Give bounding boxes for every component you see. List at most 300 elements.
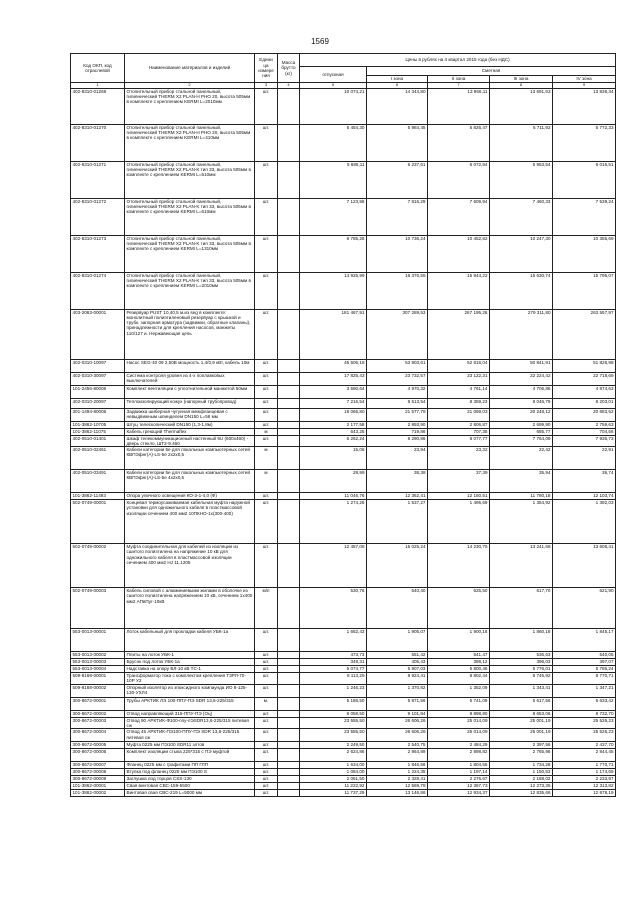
row-price-otpusknaya: 6 262,24 (300, 435, 367, 447)
row-mass (278, 666, 300, 673)
table-row (71, 421, 616, 428)
row-price-zone-3: 12 273,35 (490, 783, 553, 790)
header-zone-4: IV зона (553, 76, 616, 83)
row-mass (278, 783, 300, 790)
row-mass (278, 359, 300, 372)
row-price-zone-1: 12 569,78 (367, 783, 428, 790)
row-price-zone-1: 1 846,56 (367, 762, 428, 769)
header-unit: Едини ца измере ния (255, 54, 278, 83)
row-price-zone-4: 704,56 (553, 428, 616, 435)
row-price-zone-2: 267 195,26 (428, 309, 490, 359)
row-name: Кабель греющий Thermaflex (125, 428, 255, 435)
row-mass (278, 272, 300, 309)
row-code: 502-0749-00002 (71, 544, 125, 588)
row-price-zone-1: 15 025,24 (367, 544, 428, 588)
row-price-zone-4: 6 016,51 (553, 161, 616, 198)
row-price-zone-2: 7 609,94 (428, 198, 490, 235)
row-name: Система контроля уровня из 4-х поплавковых выключателей (125, 372, 255, 385)
row-price-zone-4: 51 826,98 (553, 359, 616, 372)
row-code: 300-8672-00007 (71, 762, 125, 769)
table-row (71, 588, 616, 629)
row-price-otpusknaya: 5 186,50 (300, 697, 367, 710)
row-price-otpusknaya: 12 457,08 (300, 544, 367, 588)
row-code: 402-8310-01270 (71, 124, 125, 161)
row-price-zone-4: 20 683,52 (553, 408, 616, 421)
table-row (71, 742, 616, 749)
row-price-otpusknaya: 11 046,76 (300, 493, 367, 500)
row-mass (278, 385, 300, 398)
row-name: Резервуар PUST 10,40,5 м.из seg в комплекте: монолитный полиэтиленовый резервуар с крышкой и трубк. запорная арматура (задвижки, обратные клапаны), принадлежности для крепления насосов, манжеты 110/127 и. Нержавеющая цепь (125, 309, 255, 359)
row-mass (278, 493, 300, 500)
row-price-zone-2: 1 197,14 (428, 769, 490, 776)
header-zone-2: II зона (428, 76, 490, 83)
row-price-zone-2: 5 741,09 (428, 697, 490, 710)
row-price-zone-1: 1 370,82 (367, 684, 428, 697)
col-number: 6 (367, 83, 428, 89)
header-prices: Цены в рублях на 4 квартал 2015 года (без НДС) (300, 54, 616, 67)
row-code: 300-8672-00008 (71, 769, 125, 776)
table-row (71, 235, 616, 272)
row-price-zone-1: 5 984,45 (367, 124, 428, 161)
row-code: 402-8310-01272 (71, 198, 125, 235)
row-price-otpusknaya: 181 467,91 (300, 309, 367, 359)
row-price-zone-4: 25 526,23 (553, 717, 616, 729)
row-name: Кабели категории 5e для локальных компьютерных сетей КВПЭфнг(А)-LS-5e 4х2х0,5 (125, 470, 255, 493)
row-price-zone-2: 23 122,31 (428, 372, 490, 385)
row-price-otpusknaya: 18 065,80 (300, 408, 367, 421)
table-row (71, 372, 616, 385)
row-price-otpusknaya: 643,25 (300, 428, 367, 435)
row-unit: шт. (255, 408, 278, 421)
table-row (71, 629, 616, 652)
row-price-zone-1: 2 540,75 (367, 742, 428, 749)
row-unit: шт. (255, 198, 278, 235)
row-unit: шт. (255, 673, 278, 685)
row-price-otpusknaya: 5 074,77 (300, 666, 367, 673)
row-mass (278, 717, 300, 729)
row-name: Теплоизолирующий кожух (напорный трубопровод) (125, 398, 255, 408)
row-price-zone-4: 2 844,45 (553, 749, 616, 762)
row-mass (278, 124, 300, 161)
header-zone-1: I зона (367, 76, 428, 83)
row-price-zone-4: 12 313,82 (553, 783, 616, 790)
col-number: 7 (428, 83, 490, 89)
row-unit: м/п (255, 588, 278, 629)
row-price-zone-2: 8 898,80 (428, 710, 490, 717)
table-row (71, 428, 616, 435)
row-price-zone-4: 1 392,03 (553, 500, 616, 544)
table-body (71, 88, 616, 797)
row-price-zone-2: 25 014,09 (428, 729, 490, 742)
row-price-zone-4: 7 936,73 (553, 435, 616, 447)
row-price-zone-3: 8 046,79 (490, 398, 553, 408)
row-name: Отвод 45 АРКТИК-ПЭ100-ППУ-ПЭ SDR 13,6-225/315 питевая сж (125, 729, 255, 742)
table-row (71, 762, 616, 769)
row-price-zone-1: 14 344,80 (367, 88, 428, 124)
row-price-zone-3: 13 691,53 (490, 88, 553, 124)
row-price-zone-2: 8 802,44 (428, 673, 490, 685)
row-unit: шт. (255, 435, 278, 447)
row-price-zone-1: 2 964,89 (367, 749, 428, 762)
table-row (71, 544, 616, 588)
row-unit: шт. (255, 124, 278, 161)
row-unit: шт. (255, 776, 278, 783)
row-price-otpusknaya: 473,73 (300, 652, 367, 659)
header-zone-3: III зона (490, 76, 553, 83)
row-price-zone-3: 8 745,92 (490, 673, 553, 685)
row-price-zone-2: 1 900,16 (428, 629, 490, 652)
row-mass (278, 697, 300, 710)
row-mass (278, 408, 300, 421)
table-row (71, 88, 616, 124)
col-number: 9 (553, 83, 616, 89)
header-smetnaya: Сметная (367, 67, 616, 76)
row-name: Опора уличного освещения КО-3-1-4,0 (Ф) (125, 493, 255, 500)
row-price-zone-4: 12 103,74 (553, 493, 616, 500)
row-unit: шт. (255, 161, 278, 198)
row-price-otpusknaya: 14 925,99 (300, 272, 367, 309)
row-price-zone-3: 1 354,92 (490, 500, 553, 544)
row-code: 402-0310-20097 (71, 398, 125, 408)
table-row (71, 717, 616, 729)
row-price-zone-3: 12 835,66 (490, 790, 553, 797)
row-code: 553-0013-00002 (71, 652, 125, 659)
row-unit: шт. (255, 309, 278, 359)
table-row (71, 272, 616, 309)
row-name: Шкаф телекоммуникационный настенный 9U (600x460) - дверь стекло, ШТ2-9.460 (125, 435, 255, 447)
row-price-zone-2: 21 069,03 (428, 408, 490, 421)
row-price-zone-4: 2 233,97 (553, 776, 616, 783)
row-unit: шт. (255, 769, 278, 776)
col-number: 8 (490, 83, 553, 89)
row-price-zone-3: 5 776,01 (490, 666, 553, 673)
row-price-zone-3: 35,94 (490, 470, 553, 493)
row-code: 300-8672-00006 (71, 749, 125, 762)
row-price-zone-3: 1 734,28 (490, 762, 553, 769)
row-price-zone-1: 26 606,26 (367, 717, 428, 729)
row-price-zone-1: 4 970,32 (367, 385, 428, 398)
table-row (71, 710, 616, 717)
row-code: 101-3862-10705 (71, 421, 125, 428)
row-price-zone-2: 2 806,87 (428, 421, 490, 428)
row-price-zone-2: 541,47 (428, 652, 490, 659)
row-price-otpusknaya: 2 061,50 (300, 776, 367, 783)
row-code: 402-0510-01401 (71, 435, 125, 447)
row-mass (278, 398, 300, 408)
row-code: 402-0510-02461 (71, 447, 125, 470)
table-row (71, 666, 616, 673)
row-price-zone-1: 10 736,24 (367, 235, 428, 272)
row-price-zone-1: 38,38 (367, 470, 428, 493)
row-mass (278, 776, 300, 783)
row-price-zone-4: 22 718,69 (553, 372, 616, 385)
row-price-zone-2: 8 077,77 (428, 435, 490, 447)
row-name: Плиты на лоток УБК-1 (125, 652, 255, 659)
row-price-zone-3: 22,42 (490, 447, 553, 470)
table-row (71, 673, 616, 685)
row-price-otpusknaya: 7 216,54 (300, 398, 367, 408)
row-name: Опорный изолятор из эпоксидного компаунда ИО 8-125-130-УХЛ4 (125, 684, 255, 697)
row-price-zone-1: 8 924,41 (367, 673, 428, 685)
row-price-zone-1: 551,42 (367, 652, 428, 659)
row-price-zone-4: 10 355,69 (553, 235, 616, 272)
row-price-zone-2: 5 826,47 (428, 124, 490, 161)
row-code: 300-8672-00005 (71, 742, 125, 749)
row-code: 553-0013-00003 (71, 659, 125, 666)
row-price-zone-3: 22 224,42 (490, 372, 553, 385)
row-price-zone-3: 20 248,12 (490, 408, 553, 421)
row-name: Комплект изоляции стыка 225*315 с ПЭ муфтой (125, 749, 255, 762)
row-mass (278, 435, 300, 447)
table-row (71, 408, 616, 421)
row-name: Фланец 0225 мм с графитами ПП ГЛП (125, 762, 255, 769)
row-price-otpusknaya: 8 113,29 (300, 673, 367, 685)
row-code: 553-0013-00001 (71, 629, 125, 652)
row-mass (278, 235, 300, 272)
row-mass (278, 659, 300, 666)
header-mass: Масса брутто (кг) (278, 54, 300, 83)
row-price-otpusknaya: 5 685,11 (300, 161, 367, 198)
row-name: Отопительный прибор стальной панельный, гигиенический THERM X2 PLAN-H PHO 20, высота 505мм в комплекте с креплением KERMI L=410мм (125, 124, 255, 161)
row-unit: шт. (255, 372, 278, 385)
row-price-zone-2: 15 944,22 (428, 272, 490, 309)
row-name: Трубы АРКТИК ЛЭ 100-ППУ-ПЭ SDR 13,6-225/315 (125, 697, 255, 710)
col-number: 2 (125, 83, 255, 89)
table-row (71, 470, 616, 493)
row-name: Отопительный прибор стальной панельный, гигиенический THERM X2 PLAN-K тип 33, высота 505мм в комплекте с креплением KERMI L=1310мм (125, 235, 255, 272)
row-code: 402-0310-10097 (71, 359, 125, 372)
row-mass (278, 500, 300, 544)
row-mass (278, 762, 300, 769)
row-price-zone-3: 685,77 (490, 428, 553, 435)
row-name: Муфта соединительная для кабелей из изоляции из сшитого полиэтилена на напряжение 10 кВ для одножильного кабеля в пластмассовой изоляции сечением 400 мм2 НJ 11.1205 (125, 544, 255, 588)
row-name: Брусок под лоток УБК-1а (125, 659, 255, 666)
row-price-zone-4: 397,07 (553, 659, 616, 666)
row-price-zone-1: 7 816,29 (367, 198, 428, 235)
row-code: 502-0749-00003 (71, 588, 125, 629)
row-unit: шт. (255, 493, 278, 500)
row-price-zone-1: 13 146,86 (367, 790, 428, 797)
row-price-zone-1: 1 905,07 (367, 629, 428, 652)
row-name: Насос SEG-40 09 2,50В мощность 1,4/0,9 кВт, кабель 10м (125, 359, 255, 372)
row-price-zone-2: 625,50 (428, 588, 490, 629)
row-unit: м (255, 470, 278, 493)
row-price-otpusknaya: 45 506,18 (300, 359, 367, 372)
row-price-zone-4: 540,05 (553, 652, 616, 659)
row-mass (278, 88, 300, 124)
row-unit: шт. (255, 762, 278, 769)
row-price-zone-1: 307 289,53 (367, 309, 428, 359)
row-price-zone-1: 405,43 (367, 659, 428, 666)
row-price-otpusknaya: 7 123,96 (300, 198, 367, 235)
row-unit: шт. (255, 421, 278, 428)
row-unit: шт. (255, 717, 278, 729)
row-mass (278, 749, 300, 762)
row-code: 402-0310-30097 (71, 372, 125, 385)
row-price-zone-4: 2 759,63 (553, 421, 616, 428)
row-price-zone-2: 25 014,09 (428, 717, 490, 729)
row-price-zone-2: 6 072,94 (428, 161, 490, 198)
row-price-zone-2: 4 761,14 (428, 385, 490, 398)
table-row (71, 435, 616, 447)
row-price-zone-3: 1 860,18 (490, 629, 553, 652)
row-price-zone-4: 1 174,69 (553, 769, 616, 776)
row-mass (278, 710, 300, 717)
row-unit: шт. (255, 729, 278, 742)
col-number: 4 (278, 83, 300, 89)
row-code: 402-8310-01269 (71, 88, 125, 124)
row-code: 403-2063-00001 (71, 309, 125, 359)
row-name: Концевая термоусаживаемая кабельная муфта наружной установки для одножильного кабеля в пластмассовой изоляции сечением 400 мм2 10ПКНО-1х(300-400) (125, 500, 255, 544)
row-price-zone-3: 536,63 (490, 652, 553, 659)
row-price-zone-4: 4 874,63 (553, 385, 616, 398)
row-name: Надставка на опору ВЛ-10 кВ ТС-1 (125, 666, 255, 673)
row-name: Отопительный прибор стальной панельный, гигиенический THERM X2 PLAN-K тип 33, высота 505мм в комплекте с креплением KERMI L=2010мм (125, 272, 255, 309)
row-mass (278, 769, 300, 776)
row-name: Отопительный прибор стальной панельный, гигиенический THERM X2 PLAN-H PHO 20, высота 505мм в комплекте с креплением KERMI L=2010мм (125, 88, 255, 124)
row-unit: шт. (255, 710, 278, 717)
row-price-zone-1: 9 101,84 (367, 710, 428, 717)
row-price-otpusknaya: 23 555,50 (300, 729, 367, 742)
table-row (71, 659, 616, 666)
row-price-zone-3: 5 617,56 (490, 697, 553, 710)
row-price-zone-3: 11 780,18 (490, 493, 553, 500)
row-mass (278, 470, 300, 493)
row-price-zone-4: 22,91 (553, 447, 616, 470)
row-code: 502-0749-00001 (71, 500, 125, 544)
row-unit: шт. (255, 684, 278, 697)
row-code: 300-8672-00004 (71, 729, 125, 742)
row-price-zone-4: 13 836,34 (553, 88, 616, 124)
row-price-otpusknaya: 17 825,43 (300, 372, 367, 385)
row-code: 509-8168-00002 (71, 684, 125, 697)
row-price-zone-4: 5 772,33 (553, 124, 616, 161)
row-price-otpusknaya: 2 177,58 (300, 421, 367, 428)
row-price-zone-3: 15 630,74 (490, 272, 553, 309)
price-table (70, 53, 616, 797)
row-code: 101-3862-11075 (71, 428, 125, 435)
page-number: 1569 (311, 37, 329, 46)
row-mass (278, 309, 300, 359)
row-price-zone-4: 8 732,70 (553, 710, 616, 717)
row-price-zone-3: 13 241,68 (490, 544, 553, 588)
row-name: Комплект вентиляции с уплотнительной манжетой 50мм (125, 385, 255, 398)
header-code: Код ОКП, код отраслевой (71, 54, 125, 83)
row-code: 101-3862-00001 (71, 783, 125, 790)
row-unit: шт. (255, 88, 278, 124)
row-price-otpusknaya: 8 058,50 (300, 710, 367, 717)
row-unit: шт. (255, 749, 278, 762)
row-name: Лоток кабельный для прокладки кабеля УБК-1а (125, 629, 255, 652)
row-price-zone-4: 7 539,24 (553, 198, 616, 235)
row-name: Свая винтовая СВС-159-5500 (125, 783, 255, 790)
row-price-zone-1: 2 328,41 (367, 776, 428, 783)
row-price-zone-4: 8 203,01 (553, 398, 616, 408)
table-row (71, 790, 616, 797)
row-code: 301-1494-80006 (71, 408, 125, 421)
row-price-zone-3: 7 764,09 (490, 435, 553, 447)
row-price-otpusknaya: 10 074,21 (300, 88, 367, 124)
row-mass (278, 161, 300, 198)
row-price-otpusknaya: 11 737,29 (300, 790, 367, 797)
row-price-zone-4: 621,90 (553, 588, 616, 629)
row-price-otpusknaya: 1 246,23 (300, 684, 367, 697)
row-price-zone-3: 2 188,02 (490, 776, 553, 783)
row-price-zone-2: 23,32 (428, 447, 490, 470)
row-name: Винтовая свая СВС-219 L=5000 мм (125, 790, 255, 797)
row-price-zone-3: 617,70 (490, 588, 553, 629)
row-price-zone-1: 5 907,03 (367, 666, 428, 673)
row-unit: шт. (255, 272, 278, 309)
table-row (71, 385, 616, 398)
row-price-zone-1: 21 577,78 (367, 408, 428, 421)
row-price-zone-2: 398,12 (428, 659, 490, 666)
row-unit: шт. (255, 659, 278, 666)
row-price-zone-4: 25 526,23 (553, 729, 616, 742)
row-price-zone-1: 640,40 (367, 588, 428, 629)
row-price-zone-2: 2 484,29 (428, 742, 490, 749)
row-price-zone-2: 13 966,11 (428, 88, 490, 124)
row-price-zone-4: 1 770,71 (553, 762, 616, 769)
row-price-zone-2: 1 495,69 (428, 500, 490, 544)
row-price-zone-4: 5 633,42 (553, 697, 616, 710)
row-price-zone-3: 279 311,80 (490, 309, 553, 359)
row-price-zone-1: 6 237,61 (367, 161, 428, 198)
row-name: Кабели категории 5e для локальных компьютерных сетей КВПЭфнг(А)-LS-5e 2х2х0,5 (125, 447, 255, 470)
row-price-otpusknaya: 348,31 (300, 659, 367, 666)
row-price-otpusknaya: 9 785,28 (300, 235, 367, 272)
row-price-zone-1: 23 732,57 (367, 372, 428, 385)
row-name: Муфта 0225 мм ПЭ100 SDR11 злтов (125, 742, 255, 749)
table-row (71, 684, 616, 697)
row-code: 509-8168-00001 (71, 673, 125, 685)
row-price-zone-2: 2 276,67 (428, 776, 490, 783)
row-unit: м. (255, 697, 278, 710)
header-name: Наименование материалов и изделий (125, 54, 255, 83)
row-price-zone-3: 10 247,30 (490, 235, 553, 272)
table-row (71, 493, 616, 500)
row-price-zone-2: 10 452,82 (428, 235, 490, 272)
row-price-otpusknaya: 1 274,26 (300, 500, 367, 544)
table-row (71, 783, 616, 790)
row-mass (278, 447, 300, 470)
row-price-zone-3: 1 150,53 (490, 769, 553, 776)
table-row (71, 652, 616, 659)
col-number: 5 (300, 83, 367, 89)
row-unit: шт. (255, 666, 278, 673)
row-price-zone-3: 2 765,96 (490, 749, 553, 762)
row-name: Кабель силовой с алюминиевыми жилами в оболочке из сшитого полиэтилена напряжением 10 кВ, сечением 1х400 мм2 АПвПуг-10кВ (125, 588, 255, 629)
row-price-zone-4: 2 437,70 (553, 742, 616, 749)
table-row (71, 447, 616, 470)
row-name: Отопительный прибор стальной панельный, гигиенический THERM X2 PLAN-K тип 33, высота 505мм в комплекте с креплением KERMI L=510мм (125, 161, 255, 198)
row-code: 402-0510-03491 (71, 470, 125, 493)
row-price-otpusknaya: 2 249,50 (300, 742, 367, 749)
row-price-zone-1: 53 803,61 (367, 359, 428, 372)
table-row (71, 776, 616, 783)
row-code: 300-8672-00001 (71, 697, 125, 710)
row-unit: шт. (255, 544, 278, 588)
row-mass (278, 652, 300, 659)
row-name: Заглушка под торцов CSS-130 (125, 776, 255, 783)
row-price-zone-1: 1 537,27 (367, 500, 428, 544)
row-price-zone-4: 15 796,07 (553, 272, 616, 309)
row-unit: м (255, 428, 278, 435)
row-price-zone-3: 5 711,92 (490, 124, 553, 161)
row-unit: шт. (255, 790, 278, 797)
row-price-zone-2: 2 898,82 (428, 749, 490, 762)
row-unit: шт. (255, 500, 278, 544)
